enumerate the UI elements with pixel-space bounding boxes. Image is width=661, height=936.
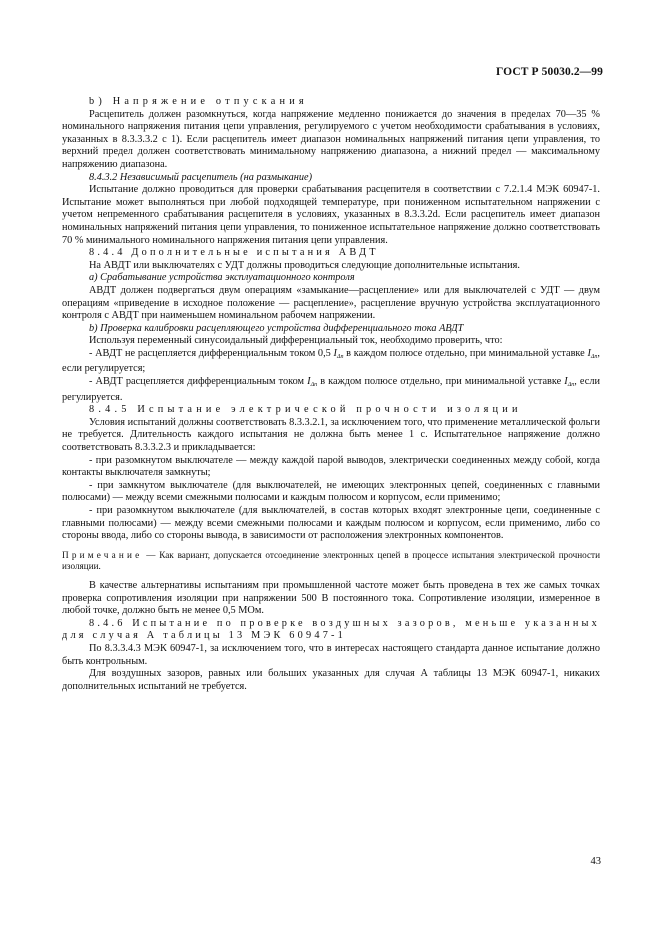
paragraph-additional-tests: На АВДТ или выключателях с УДТ должны проводиться следующие дополнительные испытания. bbox=[89, 259, 520, 271]
symbol-i-delta-n: $I_{\Delta n}$ bbox=[564, 376, 575, 389]
list-item-open-breaker-electronic: - при разомкнутом выключателе (для выключателей, в состав которых входят электронные цепи, соединенные с главными полюсами) — между всеми смежными полюсами и каждым полюсом и корпусом, если применимо, либо со стороны ввода, либо со стороны вывода, в зависимости от расположения электронных компонентов. bbox=[62, 505, 600, 542]
paragraph-insulation-resistance: В качестве альтернативы испытаниям при промышленной частоте может быть проведена в тех же самых точках проверка сопротивления изоляции при напряжении 500 В постоянного тока. Сопротивление изоляции, измеренное в любой точке, должно быть не менее 0,5 МОм. bbox=[62, 579, 600, 617]
section-8-4-4-title: 8.4.4 Дополнительные испытания АВДТ bbox=[89, 247, 379, 259]
document-body bbox=[62, 96, 600, 693]
paragraph-clearances: Для воздушных зазоров, равных или больших указанных для случая А таблицы 13 МЭК 60947-1, никаких дополнительных испытаний не требуется. bbox=[62, 668, 600, 692]
symbol-i-delta-n: $I_{\Delta n}$ bbox=[587, 347, 598, 360]
section-8-4-5-title: 8.4.5 Испытание электрической прочности изоляции bbox=[89, 404, 522, 416]
paragraph-dielectric-conditions: Условия испытаний должны соответствовать 8.3.3.2.1, за исключением того, что применение металлической фольги не требуется. Длительность каждого испытания не должна быть менее 1 с. Испытательное напряжение должно соответствовать 8.3.3.2.3 и прикладывается: bbox=[62, 416, 600, 454]
paragraph-shunt-release: Испытание должно проводиться для проверки срабатывания расцепителя в соответствии с 7.2.1.4 МЭК 60947-1. Испытание может выполняться при любой подходящей температуре, при пониженном испытательном напряжении с учетом непременного срабатывания расцепителя в условиях, указанных в 8.3.3.2d. Если расцепитель имеет диапазон номинальных напряжений питания цепи управления, то пониженное испытательное напряжение должно соответствовать 70 % минимального номинального напряжения питания цепи управления. bbox=[62, 184, 600, 246]
paragraph-calibration-intro: Используя переменный синусоидальный дифференциальный ток, необходимо проверить, что: bbox=[89, 335, 503, 347]
symbol-i-delta-n: $I_{\Delta n}$ bbox=[307, 376, 318, 389]
note-text: — Как вариант, допускается отсоединение электронных цепей в процессе испытания электрической прочности изоляции. bbox=[62, 549, 600, 572]
section-8-4-6-title: 8.4.6 Испытание по проверке воздушных зазоров, меньше указанных для случая А таблицы 13 МЭК 60947-1 bbox=[62, 617, 600, 642]
note-label: Примечание bbox=[62, 549, 143, 560]
paragraph-test-device: АВДТ должен подвергаться двум операциям «замыкание—расцепление» или для выключателей с УДТ — двум операциям «приведение в исходное положение — расцепление», расцепление вручную устройства эксплуатационного контроля с АВДТ при наименьшем номинальном рабочем напряжении. bbox=[62, 284, 600, 322]
page-number: 43 bbox=[590, 856, 601, 867]
symbol-i-delta-n: $I_{\Delta n}$ bbox=[333, 347, 344, 360]
item-b-release-voltage: b) Напряжение отпускания bbox=[89, 96, 308, 107]
list-item-no-trip: - АВДТ не расцепляется дифференциальным током 0,5 $I_{\Delta n}$ в каждом полюсе отдельно, при минимальной уставке $I_{\Delta n}$, если регулируется; bbox=[62, 347, 600, 375]
paragraph-release-voltage: Расцепитель должен разомкнуться, когда напряжение медленно понижается до значения в пределах 70—35 % номинального напряжения питания цепи управления, регулируемого с учетом необходимости срабатывания в условиях, указанных в 8.3.3.3.2 с 1). Если расцепитель имеет диапазон номинальных напряжений питания цепи управления, то верхний предел должен соответствовать минимальному напряжению диапазона, а нижний предел — максимальному напряжению диапазона. bbox=[62, 108, 600, 170]
section-8-4-3-2-title: 8.4.3.2 Независимый расцепитель (на размыкание) bbox=[89, 171, 312, 183]
list-item-trip: - АВДТ расцепляется дифференциальным током $I_{\Delta n}$ в каждом полюсе отдельно, при минимальной уставке $I_{\Delta n}$, если регулируется. bbox=[62, 376, 600, 403]
note bbox=[62, 550, 600, 573]
item-b-calibration: b) Проверка калибровки расцепляющего устройства дифференциального тока АВДТ bbox=[89, 322, 464, 334]
standard-header: ГОСТ Р 50030.2—99 bbox=[496, 66, 603, 78]
paragraph-routine-test: По 8.3.3.4.3 МЭК 60947-1, за исключением того, что в интересах настоящего стандарта данное испытание должно быть контрольным. bbox=[62, 642, 600, 667]
item-a-test-device: a) Срабатывание устройства эксплуатационного контроля bbox=[89, 272, 355, 284]
list-item-open-breaker: - при разомкнутом выключателе — между каждой парой выводов, электрически соединенных между собой, когда контакты выключателя замкнуты; bbox=[62, 454, 600, 479]
list-item-closed-breaker: - при замкнутом выключателе (для выключателей, не имеющих электронных цепей, соединенных с главными полюсами) — между всеми смежными полюсами и каждым полюсом и корпусом, если применимо; bbox=[62, 479, 600, 504]
